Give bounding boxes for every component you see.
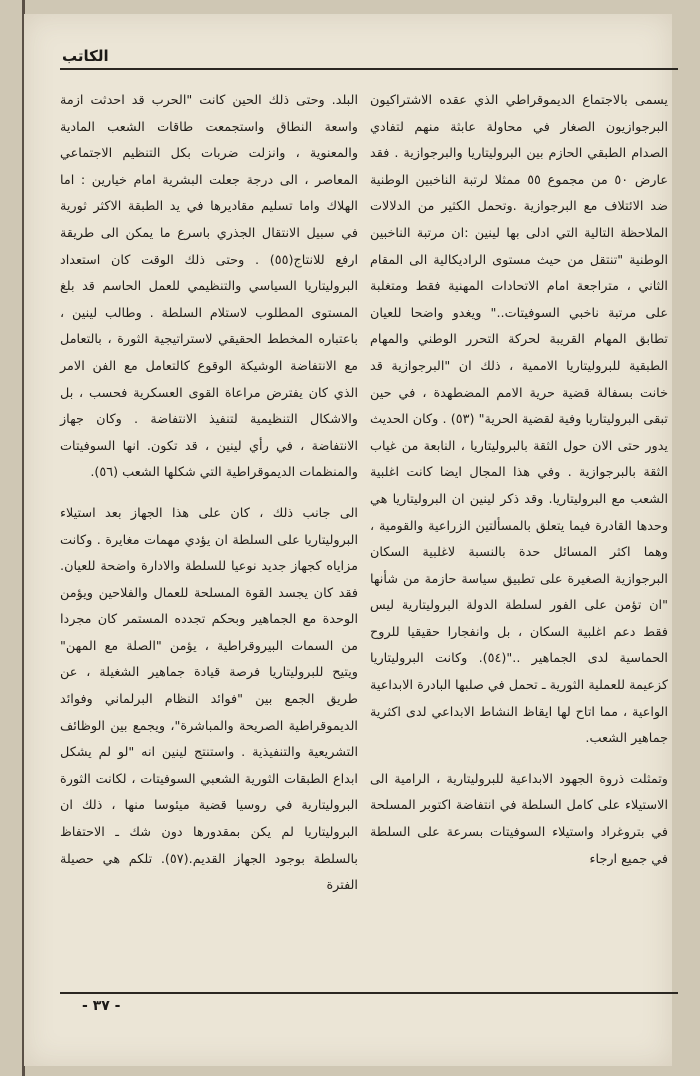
page-number: - ٣٧ - <box>82 998 121 1014</box>
paragraph: البلد. وحتى ذلك الحين كانت "الحرب قد احدثت ازمة واسعة النطاق واستجمعت طاقات الشعب المادية والمعنوية ، وانزلت ضربات بكل التنظيم الاجتماعي المعاصر ، الى درجة جعلت البشرية امام خيارين : اما الهلاك واما تسليم مقاديرها في يد الطبقة الاكثر ثورية في سبيل الانتقال الجذري باسرع ما يمكن الى طريقة ارفع للانتاج(٥٥) . وحتى ذلك الوقت كان استعداد البروليتاريا السياسي والتنظيمي للعمل الحاسم قد بلغ المستوى المطلوب لاستلام السلطة . وطالب لينين ، باعتباره المخطط الحقيقي لاستراتيجية الثورة ، بالتعامل مع الانتفاضة الوشيكة الوقوع كالتعامل مع الفن الامر الذي كان يفترض مراعاة القوى العسكرية فحسب ، بل والاشكال التنظيمية لتنفيذ الانتفاضة . وكان جهاز الانتفاضة ، في رأي لينين ، قد تكون. انها السوفيتات والمنظمات الديموقراطية التي شكلها الشعب (٥٦). <box>60 93 359 481</box>
text-column-right <box>370 88 668 873</box>
paragraph: وتمثلت ذروة الجهود الابداعية للبروليتارية ، الرامية الى الاستيلاء على كامل السلطة في انتفاضة اكتوبر المسلحة في بتروغراد واستيلاء السوفيتات بسرعة على السلطة في جميع ارجاء <box>370 771 668 867</box>
paragraph-gap <box>60 487 358 501</box>
header-rule <box>60 68 678 70</box>
paragraph-gap <box>370 753 668 767</box>
running-header-title: الكاتب <box>62 47 109 65</box>
text-column-left <box>60 88 358 900</box>
footer-rule <box>60 992 678 994</box>
paragraph: الى جانب ذلك ، كان على هذا الجهاز بعد استيلاء البروليتاريا على السلطة ان يؤدي مهمات مغايرة . وكانت مزاياه كجهاز جديد نوعيا للسلطة والادارة واضحة للعيان. فقد كان يجسد القوة المسلحة للعمال والفلاحين ويؤمن الوحدة مع الجماهير وبحكم تجدده المستمر كان مجردا من السمات البيروقراطية ، يؤمن "الصلة مع المهن" ويتيح للبروليتاريا فرصة قيادة جماهير الشغيلة ، عن طريق الجمع بين "فوائد النظام البرلماني وفوائد الديموقراطية الصريحة والمباشرة"، ويجمع بين الوظائف التشريعية والتنفيذية . واستنتج لينين انه "لو لم يشكل ابداع الطبقات الثورية الشعبي السوفيتات ، لكانت الثورة البروليتارية في روسيا قضية ميئوسا منها ، ذلك ان البروليتاريا لم يكن بمقدورها دون شك ـ الاحتفاظ بالسلطة بوجود الجهاز القديم.(٥٧). تلكم هي حصيلة الفترة <box>60 505 358 894</box>
paragraph: يسمى بالاجتماع الديموقراطي الذي عقده الاشتراكيون البرجوازيون الصغار في محاولة عابثة منهم لتفادي الصدام الطبقي الحازم بين البروليتاريا والبرجوازية . فقد عارض ٥٠ من مجموع ٥٥ ممثلا لرتبة الناخبين الوطنية ضد الائتلاف مع البرجوازية .وتحمل الكثير من الدلالات الملاحظة التالية التي ادلى بها لينين :ان مرتبة الناخبين الوطنية "تنتقل من حيث مستوى الراديكالية الى المقام الثاني ، متراجعة امام الاتحادات المهنية فقط ومتغلبة على مرتبة ناخبي السوفيتات.." ويغدو واضحا للعيان تطابق المهام القريبة لحركة التحرر الوطني والمهام الطبقية للبروليتاريا الاممية ، ذلك ان "البرجوازية قد خانت بسفالة قضية حرية الامم المضطهدة ، في حين تبقى البروليتاريا وفية لقضية الحرية" (٥٣) . وكان الحديث يدور حتى الان حول الثقة بالبروليتاريا ، النابعة من غياب الثقة بالبرجوازية . وفي هذا المجال ايضا كانت اغلبية الشعب مع البروليتاريا. وقد ذكر لينين ان البروليتاريا هي وحدها القادرة فيما يتعلق بالمسألتين الزراعية والقومية ، وهما اكثر المسائل حدة بالنسبة لاغلبية السكان البرجوازية الصغيرة على تطبيق سياسة حازمة من شأنها "ان تؤمن على الفور لسلطة الدولة البروليتارية ليس فقط دعم اغلبية السكان ، بل وانفجارا حقيقيا للروح الحماسية لدى الجماهير .."(٥٤). وكانت البروليتاريا كزعيمة للعملية الثورية ـ تحمل في صلبها البادرة الابداعية الواعية ، مما اتاح لها ايقاظ النشاط الابداعي لدى اكثرية جماهير الشعب. <box>370 93 668 747</box>
